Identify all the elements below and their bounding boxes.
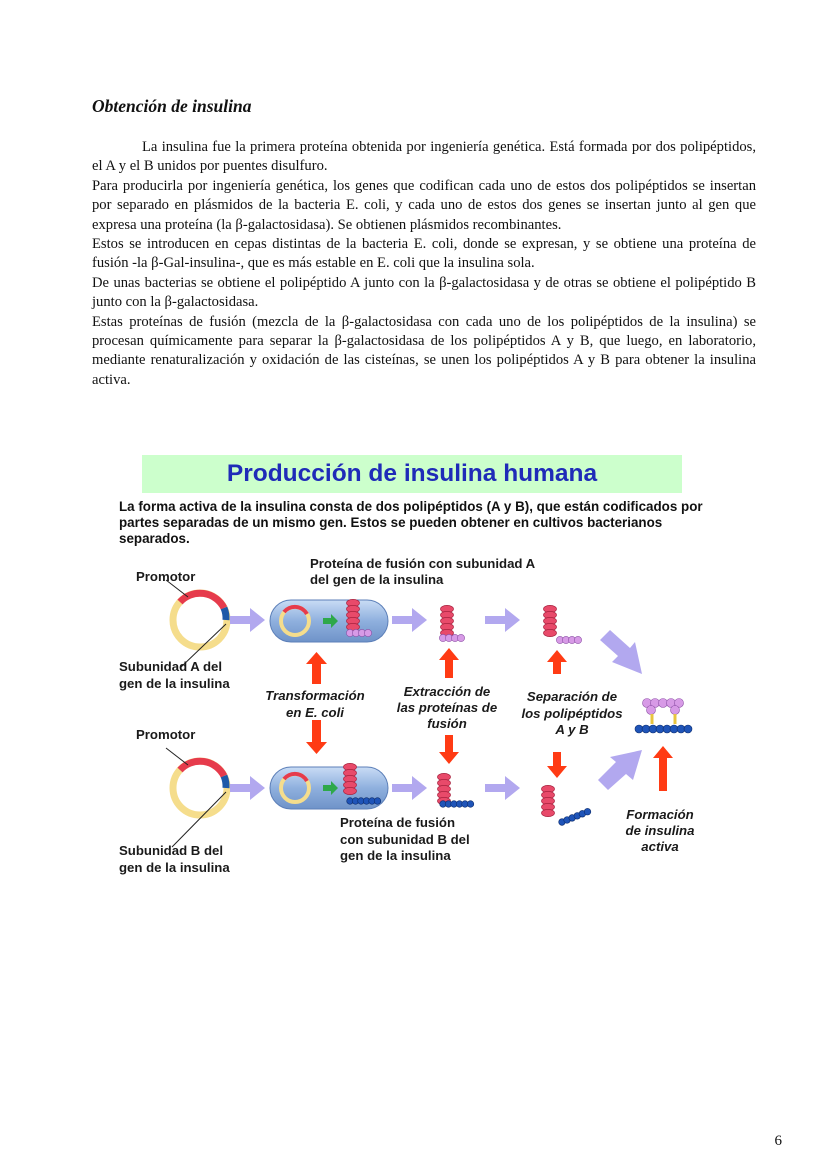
paragraph: Estos se introducen en cepas distintas de la bacteria E. coli, donde se expresan, y se obtiene una proteína de fusión -la β-Gal-insulina-, que es más estable en E. coli que la insulina sola. bbox=[92, 236, 756, 272]
bacterium-a-icon bbox=[270, 599, 388, 642]
label-separation-l3: A y B bbox=[555, 722, 589, 737]
label-fusion-b-l1: Proteína de fusión bbox=[340, 815, 456, 830]
paragraph: La insulina fue la primera proteína obtenida por ingeniería genética. Está formada por dos polipéptidos, el A y el B unidos por puentes disulfuro. bbox=[92, 139, 756, 175]
label-fusion-b-l2: con subunidad B del bbox=[340, 832, 470, 847]
label-extraction-l3: fusión bbox=[427, 716, 467, 731]
page-number: 6 bbox=[774, 1133, 782, 1149]
plasmid-b-icon bbox=[166, 748, 227, 847]
figure-intro: La forma activa de la insulina consta de dos polipéptidos (A y B), que están codificados por partes separadas de un mismo gen. Estos se pueden obtener en cultivos bacterianos separados. bbox=[119, 499, 703, 546]
label-transformation-l2: en E. coli bbox=[286, 705, 344, 720]
body-text bbox=[92, 138, 756, 390]
label-separation-l2: los polipéptidos bbox=[521, 706, 623, 721]
separated-a-icon bbox=[544, 605, 582, 643]
figure-title: Producción de insulina humana bbox=[226, 460, 598, 487]
label-formation-l3: activa bbox=[641, 839, 679, 854]
insulin-production-figure bbox=[110, 452, 710, 892]
plasmid-a-icon bbox=[166, 580, 227, 668]
label-subunit-a-l2: gen de la insulina bbox=[119, 676, 230, 691]
label-fusion-b-l3: gen de la insulina bbox=[340, 848, 451, 863]
section-heading: Obtención de insulina bbox=[92, 96, 252, 116]
label-fusion-a-l2: del gen de la insulina bbox=[310, 572, 444, 587]
label-fusion-a-l1: Proteína de fusión con subunidad A bbox=[310, 556, 536, 571]
fusion-protein-b-icon bbox=[438, 773, 474, 807]
label-subunit-a-l1: Subunidad A del bbox=[119, 659, 223, 674]
label-separation-l1: Separación de bbox=[526, 689, 618, 704]
separated-b-icon bbox=[542, 785, 592, 826]
bacterium-b-icon bbox=[270, 763, 388, 809]
label-transformation-l1: Transformación bbox=[265, 688, 365, 703]
label-subunit-b-l1: Subunidad B del bbox=[119, 843, 224, 858]
paragraph: De unas bacterias se obtiene el polipéptido A junto con la β-galactosidasa y de otras se obtiene el polipéptido B junto con la β-galactosidasa. bbox=[92, 274, 756, 311]
label-extraction-l1: Extracción de bbox=[403, 684, 491, 699]
label-extraction-l2: las proteínas de bbox=[396, 700, 498, 715]
label-formation-l1: Formación bbox=[626, 807, 694, 822]
label-formation-l2: de insulina bbox=[625, 823, 695, 838]
active-insulin-icon bbox=[635, 699, 692, 734]
label-promotor-bottom: Promotor bbox=[136, 727, 196, 742]
fusion-protein-a-icon bbox=[439, 605, 464, 641]
label-subunit-b-l2: gen de la insulina bbox=[119, 860, 230, 875]
paragraph: Estas proteínas de fusión (mezcla de la β-galactosidasa con cada uno de los polipéptidos de la insulina) se procesan químicamente para separar la β-galactosidasa de los polipéptidos A y B, que luego, en laboratorio, mediante renaturalización y oxidación de las cisteínas, se unen los polipéptidos A y B para obtener la insulina activa. bbox=[92, 313, 756, 388]
paragraph: Para producirla por ingeniería genética, los genes que codifican cada uno de estos dos polipéptidos se insertan por separado en plásmidos de la bacteria E. coli, y cada uno de estos dos genes se insertan junto al gen que expresa una proteína (la β-galactosidasa). Se obtienen plásmidos recombinantes. bbox=[92, 177, 756, 233]
label-promotor-top: Promotor bbox=[136, 569, 196, 584]
